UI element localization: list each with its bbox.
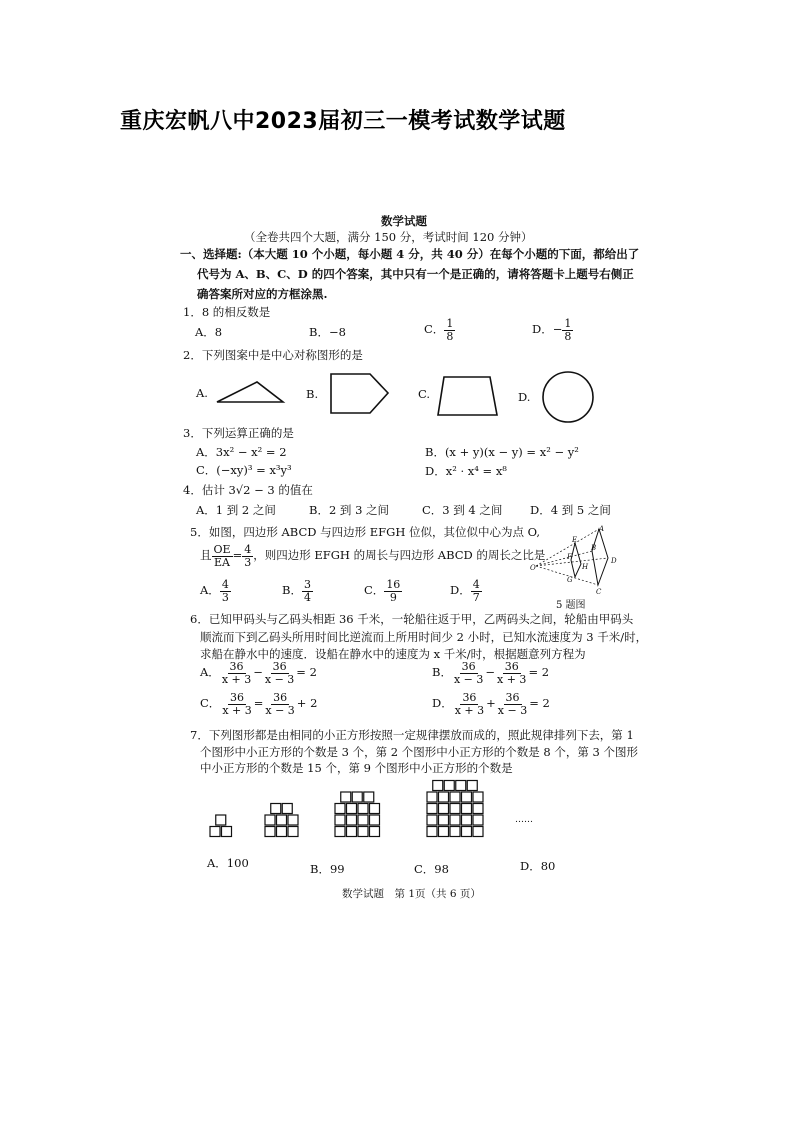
q6-option-b: B． $\frac{36}{x - 3}$ − $\frac{36}{x + 3}$ = 2 <box>432 660 550 686</box>
q3-option-d: D．x² · x⁴ = x⁸ <box>425 464 507 478</box>
small-square <box>473 792 483 802</box>
q4-option-a: A．1 到 2 之间 <box>196 503 276 517</box>
q6-line2: 顺流而下到乙码头所用时间比逆流而上所用时间少 2 小时，已知水流速度为 3 千米/时， <box>200 630 648 644</box>
small-square <box>444 781 454 791</box>
exam-info: （全卷共四个大题，满分 150 分，考试时间 120 分钟） <box>244 230 533 244</box>
page-footer: 数学试题 第 1页（共 6 页） <box>342 888 481 900</box>
q7-option-c: C．98 <box>414 862 449 876</box>
q6-line3: 求船在静水中的速度．设船在静水中的速度为 x 千米/时，根据题意列方程为 <box>200 647 586 661</box>
q7-line1: 7．下列图形都是由相同的小正方形按照一定规律摆放而成的，照此规律排列下去，第 1 <box>190 728 634 742</box>
section1-line3: 确答案所对应的方框涂黑. <box>197 287 328 301</box>
small-square <box>341 792 351 802</box>
q5-point-d: D <box>611 557 617 565</box>
q2-trapezoid-figure <box>437 375 499 417</box>
small-square <box>335 827 345 837</box>
small-square <box>439 815 449 825</box>
q5-option-c: C． $\frac{16}{9}$ <box>364 578 401 604</box>
q5-point-e: E <box>572 536 578 544</box>
small-square <box>439 804 449 814</box>
q7-line3: 中小正方形的个数是 15 个，第 9 个图形中小正方形的个数是 <box>200 761 513 775</box>
small-square <box>370 827 380 837</box>
q1-option-a: A．8 <box>195 325 223 339</box>
section1-line1: 一、选择题:（本大题 10 个小题，每小题 4 分，共 40 分）在每个小题的下面，都给出了 <box>180 247 640 261</box>
small-square <box>450 792 460 802</box>
small-square <box>347 815 357 825</box>
small-square <box>433 781 443 791</box>
q5-option-b: B． $\frac{3}{4}$ <box>282 578 311 604</box>
q4-option-d: D．4 到 5 之间 <box>530 503 611 517</box>
q5-option-d: D． $\frac{4}{7}$ <box>450 578 480 604</box>
section1-line2: 代号为 A、B、C、D 的四个答案，其中只有一个是正确的，请将答题卡上题号右侧正 <box>197 267 634 281</box>
small-square <box>370 804 380 814</box>
small-square <box>277 827 287 837</box>
small-square <box>467 781 477 791</box>
small-square <box>347 804 357 814</box>
q5-point-o: O <box>530 564 536 572</box>
small-square <box>439 827 449 837</box>
small-square <box>210 827 220 837</box>
q2-circle-figure <box>541 370 597 426</box>
q1-stem: 1．8 的相反数是 <box>183 305 271 319</box>
q2-triangle-figure <box>215 380 287 406</box>
small-square <box>462 804 472 814</box>
small-square <box>358 804 368 814</box>
small-square <box>427 815 437 825</box>
q5-figure-caption: 5 题图 <box>556 600 586 611</box>
small-square <box>282 804 292 814</box>
q3-option-c: C．(−xy)³ = x³y³ <box>196 463 292 477</box>
q5-point-a: A <box>599 525 605 533</box>
q5-stem-line1: 5．如图，四边形 ABCD 与四边形 EFGH 位似，其位似中心为点 O, <box>190 525 541 539</box>
small-square <box>370 815 380 825</box>
q7-ellipsis: …… <box>515 815 533 825</box>
q4-option-b: B．2 到 3 之间 <box>309 503 390 517</box>
small-square <box>473 815 483 825</box>
small-square <box>271 804 281 814</box>
small-square <box>450 804 460 814</box>
q5-point-g: G <box>567 576 573 584</box>
small-square <box>439 792 449 802</box>
small-square <box>277 815 287 825</box>
subject-heading: 数学试题 <box>381 214 427 228</box>
q5-point-c: C <box>596 588 602 596</box>
small-square <box>288 815 298 825</box>
small-square <box>462 792 472 802</box>
q2-pentagon-figure <box>330 373 390 415</box>
small-square <box>358 815 368 825</box>
small-square <box>462 827 472 837</box>
q7-line2: 个图形中小正方形的个数是 3 个，第 2 个图形中小正方形的个数是 8 个，第 3 个图形 <box>200 745 639 759</box>
small-square <box>222 827 232 837</box>
small-square <box>450 827 460 837</box>
small-square <box>352 792 362 802</box>
small-square <box>288 827 298 837</box>
small-square <box>462 815 472 825</box>
q5-stem-line2: 且 $\frac{OE}{EA}$ = $\frac{4}{3}$ ，则四边形 EFGH 的周长与四边形 ABCD 的周长之比是 <box>200 543 546 569</box>
small-square <box>450 815 460 825</box>
q5-point-f: F <box>567 553 572 561</box>
small-square <box>358 827 368 837</box>
small-square <box>427 804 437 814</box>
page-title: 重庆宏帆八中2023届初三一模考试数学试题 <box>120 109 566 134</box>
q2-stem: 2．下列图案中是中心对称图形的是 <box>183 348 363 362</box>
q1-option-d: D．− $\frac{1}{8}$ <box>532 317 572 343</box>
q7-squares-figure <box>205 778 535 850</box>
small-square <box>473 827 483 837</box>
q6-line1: 6．已知甲码头与乙码头相距 36 千米，一轮船往返于甲，乙两码头之间，轮船由甲码头 <box>190 612 634 626</box>
small-square <box>456 781 466 791</box>
small-square <box>427 792 437 802</box>
small-square <box>347 827 357 837</box>
q6-option-a: A． $\frac{36}{x + 3}$ − $\frac{36}{x - 3}$ = 2 <box>200 660 317 686</box>
q5-option-a: A． $\frac{4}{3}$ <box>200 578 229 604</box>
q4-option-c: C．3 到 4 之间 <box>422 503 503 517</box>
q7-option-d: D．80 <box>520 859 556 873</box>
q3-stem: 3．下列运算正确的是 <box>183 426 294 440</box>
q7-option-a: A．100 <box>207 856 249 870</box>
small-square <box>427 827 437 837</box>
small-square <box>364 792 374 802</box>
q6-option-c: C． $\frac{36}{x + 3}$ = $\frac{36}{x - 3}$ + 2 <box>200 691 318 717</box>
q5-point-h: H <box>582 563 589 571</box>
q2-option-c: C. <box>418 387 431 401</box>
q6-option-d: D． $\frac{36}{x + 3}$ + $\frac{36}{x - 3}$ = 2 <box>432 691 550 717</box>
small-square <box>335 804 345 814</box>
q7-option-b: B．99 <box>310 862 345 876</box>
small-square <box>265 827 275 837</box>
q1-option-c: C． $\frac{1}{8}$ <box>424 317 454 343</box>
small-square <box>265 815 275 825</box>
small-square <box>335 815 345 825</box>
q3-option-b: B．(x + y)(x − y) = x² − y² <box>425 445 579 459</box>
q2-option-b: B. <box>306 387 319 401</box>
q2-option-d: D. <box>518 390 531 404</box>
q1-option-b: B．−8 <box>309 325 346 339</box>
small-square <box>473 804 483 814</box>
q4-stem: 4．估计 3√2 − 3 的值在 <box>183 483 313 497</box>
small-square <box>216 815 226 825</box>
q2-option-a: A. <box>196 386 208 400</box>
q5-point-b: B <box>591 544 597 552</box>
q3-option-a: A．3x² − x² = 2 <box>196 445 287 459</box>
q5-figure <box>530 526 630 596</box>
